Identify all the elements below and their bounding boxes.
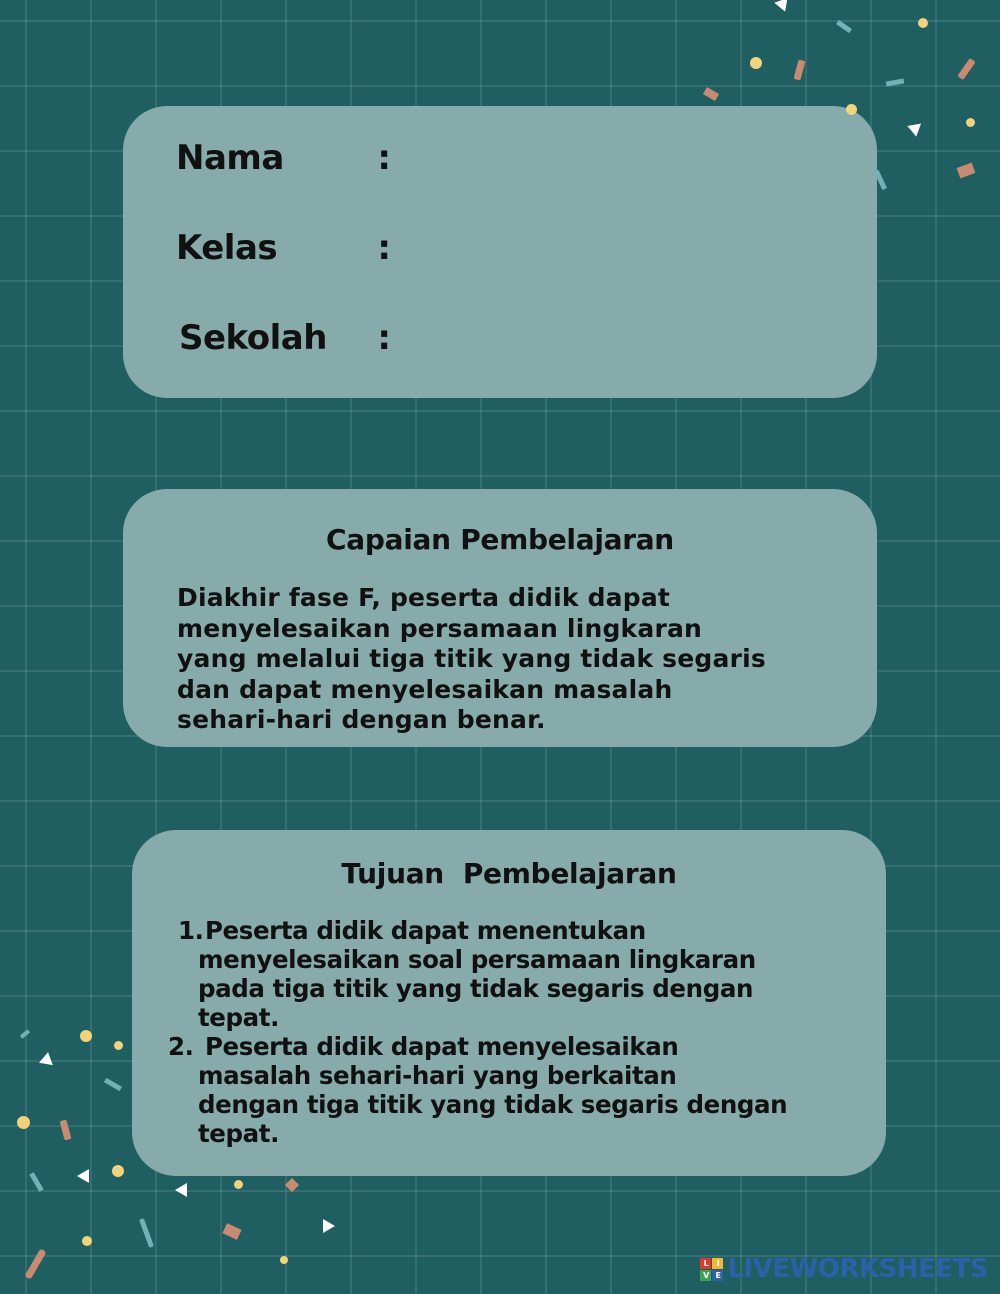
tujuan-title: Tujuan Pembelajaran [341, 857, 677, 890]
confetti-piece [703, 87, 719, 101]
liveworksheets-watermark [700, 1254, 988, 1284]
confetti-triangle [323, 1219, 335, 1233]
confetti-piece [24, 1248, 46, 1279]
logo-letter: I [712, 1258, 723, 1269]
confetti-piece [886, 78, 905, 86]
list-item-line: pada tiga titik yang tidak segaris dengan [198, 974, 754, 1003]
list-item [168, 916, 868, 1032]
logo-letter: L [700, 1258, 711, 1269]
sekolah-colon: : [377, 318, 391, 358]
capaian-line: dan dapat menyelesaikan masalah [177, 674, 673, 704]
confetti-dot [846, 104, 857, 115]
list-item-line: tepat. [198, 1119, 280, 1148]
confetti-triangle [774, 0, 791, 14]
confetti-dot [750, 57, 762, 69]
confetti-piece [285, 1178, 299, 1192]
capaian-line: menyelesaikan persamaan lingkaran [177, 613, 703, 643]
confetti-piece [29, 1172, 43, 1192]
logo-letter: V [700, 1270, 711, 1281]
confetti-dot [966, 118, 975, 127]
capaian-line: yang melalui tiga titik yang tidak segaris [177, 644, 766, 673]
confetti-piece [104, 1078, 122, 1091]
tujuan-card [132, 830, 886, 1176]
sekolah-row [179, 318, 390, 358]
tujuan-list [168, 916, 868, 1148]
confetti-triangle [39, 1051, 55, 1065]
list-item-line: masalah sehari-hari yang berkaitan [198, 1061, 677, 1090]
confetti-dot [114, 1041, 123, 1050]
confetti-piece [957, 58, 975, 80]
sekolah-label: Sekolah [179, 318, 327, 358]
confetti-dot [918, 18, 928, 28]
confetti-piece [139, 1218, 154, 1248]
watermark-text: LIVEWORKSHEETS [727, 1254, 988, 1284]
confetti-triangle [77, 1169, 89, 1183]
logo-letter: E [712, 1270, 723, 1281]
confetti-dot [234, 1180, 243, 1189]
confetti-piece [222, 1223, 241, 1240]
confetti-dot [82, 1236, 92, 1246]
confetti-triangle [905, 119, 921, 136]
confetti-piece [836, 20, 852, 33]
liveworksheets-logo-icon [700, 1258, 723, 1281]
kelas-row [176, 228, 390, 268]
list-item-line: Peserta didik dapat menentukan [205, 916, 646, 945]
capaian-card [123, 489, 877, 747]
capaian-body [177, 583, 857, 736]
list-item-line: tepat. [198, 1003, 280, 1032]
identity-card [123, 106, 877, 398]
confetti-piece [957, 163, 976, 179]
confetti-piece [20, 1029, 30, 1038]
list-item-line: dengan tiga titik yang tidak segaris dengan [198, 1090, 788, 1119]
capaian-line: sehari-hari dengan benar. [177, 705, 546, 734]
nama-label: Nama [176, 138, 284, 178]
confetti-triangle [175, 1183, 187, 1197]
confetti-dot [17, 1116, 30, 1129]
confetti-dot [280, 1256, 288, 1264]
confetti-dot [80, 1030, 92, 1042]
confetti-piece [60, 1119, 72, 1140]
capaian-line: Diakhir fase F, peserta didik dapat [177, 583, 671, 612]
confetti-dot [112, 1165, 124, 1177]
list-item-number: 2. [168, 1032, 194, 1061]
nama-row [176, 138, 390, 178]
capaian-title: Capaian Pembelajaran [326, 523, 674, 556]
list-item-number: 1. [178, 916, 204, 945]
confetti-piece [794, 59, 806, 80]
list-item-line: menyelesaikan soal persamaan lingkaran [198, 945, 756, 974]
kelas-label: Kelas [176, 228, 278, 268]
kelas-colon: : [377, 228, 391, 268]
nama-colon: : [377, 138, 391, 178]
list-item-line: Peserta didik dapat menyelesaikan [205, 1032, 679, 1061]
list-item [168, 1032, 868, 1148]
